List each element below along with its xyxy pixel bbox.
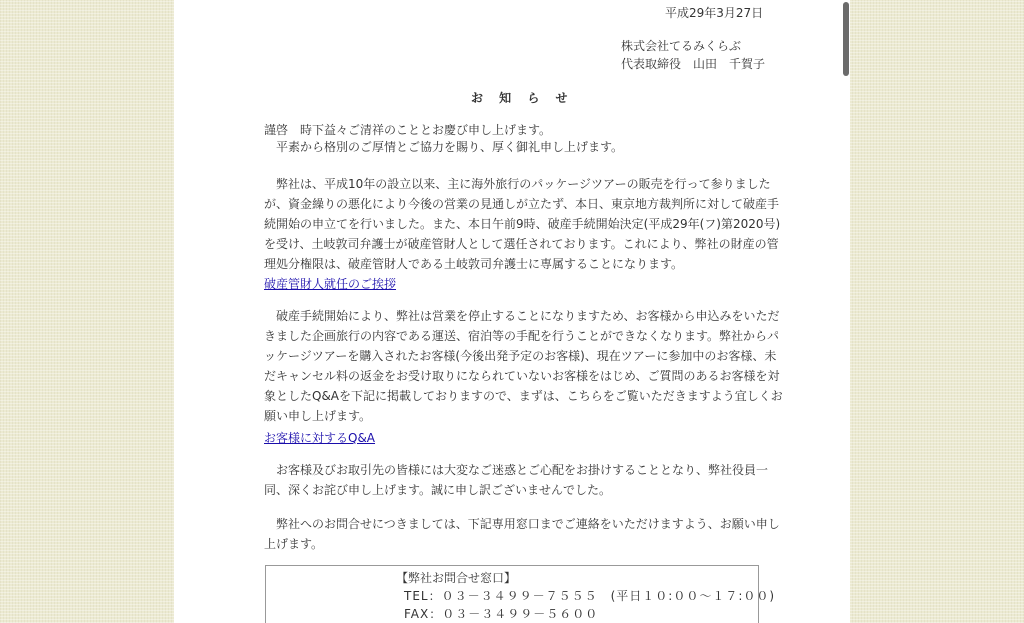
paragraph-line: お客様及びお取引先の皆様には大変なご迷惑とご心配をお掛けすることとなり、弊社役員一 (276, 463, 769, 477)
paragraph-line: 弊社は、平成10年の設立以来、主に海外旅行のパッケージツアーの販売を行って参りました (276, 177, 771, 191)
paragraph-line: 続開始の申立てを行いました。また、本日午前9時、破産手続開始決定(平成29年(フ)第2020号) (264, 217, 781, 231)
paragraph-line: 象としたQ&Aを下記に掲載しておりますので、まずは、こちらをご覧いただきますよう宜しくお (264, 389, 783, 403)
contact-fax: FAX：０３－３４９９－５６００ (404, 607, 599, 621)
contact-box (265, 565, 776, 623)
scrollbar-thumb[interactable] (843, 2, 849, 76)
paragraph-bankruptcy (264, 174, 781, 274)
notice-page (174, 0, 850, 623)
paragraph-suspension (264, 306, 783, 426)
vertical-scrollbar[interactable] (842, 0, 850, 623)
greeting-line: 平素から格別のご厚情とご協力を賜り、厚く御礼申し上げます。 (276, 140, 624, 154)
paragraph-inquiry (264, 514, 780, 554)
paragraph-apology (264, 460, 769, 500)
paragraph-line: きました企画旅行の内容である運送、宿泊等の手配を行うことができなくなります。弊社からパ (264, 329, 780, 343)
paragraph-line: 同、深くお詫び申し上げます。誠に申し訳ございませんでした。 (264, 483, 612, 497)
customer-qa-link[interactable]: お客様に対するQ&A (264, 431, 376, 445)
trustee-greeting-link[interactable]: 破産管財人就任のご挨拶 (264, 277, 397, 291)
paragraph-line: 理処分権限は、破産管財人である土岐敦司弁護士に専属することになります。 (264, 257, 684, 271)
contact-tel: TEL：０３－３４９９－７５５５ (平日１０:００～１７:００) (404, 589, 776, 603)
paragraph-line: を受け、土岐敦司弁護士が破産管財人として選任されております。これにより、弊社の財産の管 (264, 237, 779, 251)
greeting (264, 120, 764, 157)
contact-heading: 【弊社お問合せ窓口】 (396, 571, 517, 585)
representative-name: 代表取締役 山田 千賀子 (621, 57, 766, 71)
page-title: お 知 ら せ (471, 91, 574, 105)
company-name: 株式会社てるみくらぶ (621, 39, 742, 53)
greeting-line: 謹啓 時下益々ご清祥のこととお慶び申し上げます。 (264, 123, 552, 137)
paragraph-line: 上げます。 (264, 537, 324, 551)
paragraph-line: 弊社へのお問合せにつきましては、下記専用窓口までご連絡をいただけますよう、お願い申し (276, 517, 780, 531)
notice-date: 平成29年3月27日 (665, 6, 764, 20)
paragraph-line: 破産手続開始により、弊社は営業を停止することになりますため、お客様から申込みをいただ (276, 309, 780, 323)
paragraph-line: が、資金繰りの悪化により今後の営業の見通しが立たず、本日、東京地方裁判所に対して破産手 (264, 197, 780, 211)
paragraph-line: 願い申し上げます。 (264, 409, 372, 423)
paragraph-line: だキャンセル料の返金をお受け取りになられていないお客様をはじめ、ご質問のあるお客様を対 (264, 369, 780, 383)
paragraph-line: ッケージツアーを購入されたお客様(今後出発予定のお客様)、現在ツアーに参加中のお客様、未 (264, 349, 777, 363)
